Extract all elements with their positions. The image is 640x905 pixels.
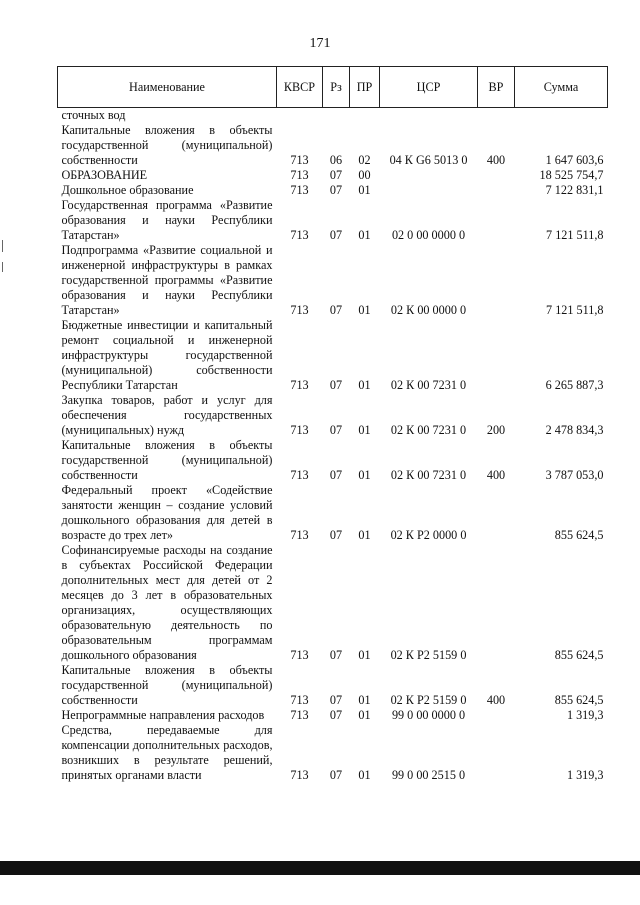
- cell-pr: 01: [358, 228, 371, 242]
- cell-name: Закупка товаров, работ и услуг для обеспечения государственных (муниципальных) нужд: [61, 393, 273, 437]
- cell-name: Средства, передаваемые для компенсации дополнительных расходов, возникших в результате решений, принятых органами власти: [61, 723, 273, 782]
- cell-csr: 02 К Р2 5159 0: [390, 648, 467, 662]
- cell-sum: 855 624,5: [554, 528, 604, 542]
- table-row: [58, 483, 608, 543]
- table-row: [58, 708, 608, 723]
- cell-rz: 07: [329, 228, 343, 242]
- cell-rz: 07: [329, 648, 343, 662]
- cell-vr: [478, 243, 515, 318]
- cell-kvsr: 713: [290, 378, 309, 392]
- cell-csr: 99 0 00 0000 0: [391, 708, 466, 722]
- cell-kvsr: 713: [290, 693, 309, 707]
- cell-sum: 7 122 831,1: [545, 183, 604, 197]
- cell-pr: 01: [358, 528, 371, 542]
- cell-pr: 01: [358, 693, 371, 707]
- scan-edge-bar: [0, 861, 640, 875]
- cell-sum: 6 265 887,3: [545, 378, 604, 392]
- cell-csr: [380, 108, 478, 124]
- cell-rz: 07: [329, 183, 343, 197]
- header-kvsr: КВСР: [277, 67, 323, 108]
- table-row: [58, 108, 608, 124]
- scan-margin-mark: [2, 262, 3, 272]
- cell-name: Капитальные вложения в объекты государственной (муниципальной) собственности: [61, 123, 273, 167]
- cell-csr: 02 К 00 7231 0: [390, 423, 467, 437]
- cell-name: Дошкольное образование: [61, 183, 194, 197]
- cell-csr: 02 К Р2 0000 0: [390, 528, 467, 542]
- cell-kvsr: 713: [290, 228, 309, 242]
- cell-sum: 855 624,5: [554, 648, 604, 662]
- cell-csr: 04 К G6 5013 0: [389, 153, 468, 167]
- cell-vr: [478, 183, 515, 198]
- table-row: [58, 438, 608, 483]
- header-csr: ЦСР: [380, 67, 478, 108]
- cell-sum: 3 787 053,0: [545, 468, 604, 482]
- cell-sum: [515, 108, 608, 124]
- cell-rz: 07: [329, 423, 343, 437]
- cell-kvsr: 713: [290, 303, 309, 317]
- cell-csr: 99 0 00 2515 0: [391, 768, 466, 782]
- cell-sum: 18 525 754,7: [539, 168, 604, 182]
- cell-csr: 02 К Р2 5159 0: [390, 693, 467, 707]
- cell-name: Капитальные вложения в объекты государственной (муниципальной) собственности: [61, 663, 273, 707]
- cell-kvsr: 713: [290, 153, 309, 167]
- cell-vr: [478, 108, 515, 124]
- cell-kvsr: 713: [290, 528, 309, 542]
- cell-name: Подпрограмма «Развитие социальной и инженерной инфраструктуры в рамках государственной программы «Развитие образования и науки Республики Татарстан»: [61, 243, 273, 317]
- page-number: 171: [309, 36, 331, 51]
- cell-sum: 7 121 511,8: [546, 228, 604, 242]
- scan-margin-mark: [2, 240, 3, 252]
- cell-vr: [478, 723, 515, 783]
- cell-kvsr: 713: [290, 468, 309, 482]
- cell-csr: 02 К 00 7231 0: [390, 468, 467, 482]
- cell-sum: 1 319,3: [566, 708, 604, 722]
- cell-kvsr: 713: [290, 183, 309, 197]
- cell-csr: 02 К 00 0000 0: [390, 303, 467, 317]
- cell-rz: [323, 108, 350, 124]
- budget-table: [57, 66, 608, 783]
- cell-pr: 01: [358, 708, 371, 722]
- cell-rz: 07: [329, 168, 343, 182]
- cell-name: ОБРАЗОВАНИЕ: [61, 168, 148, 182]
- cell-rz: 07: [329, 528, 343, 542]
- header-rz: Рз: [323, 67, 350, 108]
- table-row: [58, 168, 608, 183]
- table-row: [58, 243, 608, 318]
- cell-vr: [478, 318, 515, 393]
- table-header-row: [58, 67, 608, 108]
- cell-rz: 07: [329, 708, 343, 722]
- cell-pr: 01: [358, 648, 371, 662]
- cell-kvsr: 713: [290, 768, 309, 782]
- cell-pr: 01: [358, 468, 371, 482]
- header-vr: ВР: [478, 67, 515, 108]
- header-pr: ПР: [350, 67, 380, 108]
- cell-csr: [380, 183, 478, 198]
- cell-vr: [478, 543, 515, 663]
- cell-kvsr: 713: [290, 708, 309, 722]
- cell-kvsr: [277, 108, 323, 124]
- cell-name: Софинансируемые расходы на создание в субъектах Российской Федерации дополнительных мест для детей от 2 месяцев до 3 лет в образовательных организациях, осуществляющих образовательную деятельность по образовательным программам дошкольного образования: [61, 543, 273, 662]
- cell-kvsr: 713: [290, 648, 309, 662]
- cell-vr: [478, 483, 515, 543]
- cell-pr: 01: [358, 768, 371, 782]
- cell-vr: [478, 708, 515, 723]
- cell-pr: 01: [358, 423, 371, 437]
- cell-csr: [380, 168, 478, 183]
- cell-vr: 400: [486, 468, 506, 482]
- header-sum: Сумма: [515, 67, 608, 108]
- cell-pr: 02: [358, 153, 371, 167]
- cell-name: Государственная программа «Развитие образования и науки Республики Татарстан»: [61, 198, 273, 242]
- cell-vr: 200: [486, 423, 506, 437]
- cell-rz: 07: [329, 693, 343, 707]
- table-row: [58, 663, 608, 708]
- cell-rz: 07: [329, 378, 343, 392]
- cell-vr: [478, 198, 515, 243]
- cell-sum: 7 121 511,8: [546, 303, 604, 317]
- cell-sum: 855 624,5: [554, 693, 604, 707]
- cell-rz: 06: [329, 153, 343, 167]
- table-row: [58, 123, 608, 168]
- cell-sum: 2 478 834,3: [545, 423, 604, 437]
- cell-vr: 400: [486, 153, 506, 167]
- cell-pr: 00: [358, 168, 371, 182]
- cell-pr: [350, 108, 380, 124]
- cell-name: Федеральный проект «Содействие занятости женщин – создание условий дошкольного образования для детей в возрасте до трех лет»: [61, 483, 273, 542]
- cell-pr: 01: [358, 378, 371, 392]
- table-row: [58, 543, 608, 663]
- header-name: Наименование: [58, 67, 277, 108]
- cell-name: сточных вод: [61, 108, 126, 122]
- cell-sum: 1 319,3: [566, 768, 604, 782]
- cell-kvsr: 713: [290, 168, 309, 182]
- cell-rz: 07: [329, 768, 343, 782]
- table-row: [58, 723, 608, 783]
- table-row: [58, 393, 608, 438]
- table-row: [58, 183, 608, 198]
- cell-vr: [478, 168, 515, 183]
- cell-name: Капитальные вложения в объекты государственной (муниципальной) собственности: [61, 438, 273, 482]
- table-row: [58, 198, 608, 243]
- cell-csr: 02 К 00 7231 0: [390, 378, 467, 392]
- cell-pr: 01: [358, 303, 371, 317]
- cell-kvsr: 713: [290, 423, 309, 437]
- cell-sum: 1 647 603,6: [545, 153, 604, 167]
- cell-csr: 02 0 00 0000 0: [391, 228, 466, 242]
- cell-vr: 400: [486, 693, 506, 707]
- cell-name: Бюджетные инвестиции и капитальный ремонт социальной и инженерной инфраструктуры государственной (муниципальной) собственности Республики Татарстан: [61, 318, 273, 392]
- table-row: [58, 318, 608, 393]
- cell-rz: 07: [329, 303, 343, 317]
- cell-pr: 01: [358, 183, 371, 197]
- cell-rz: 07: [329, 468, 343, 482]
- cell-name: Непрограммные направления расходов: [61, 708, 265, 722]
